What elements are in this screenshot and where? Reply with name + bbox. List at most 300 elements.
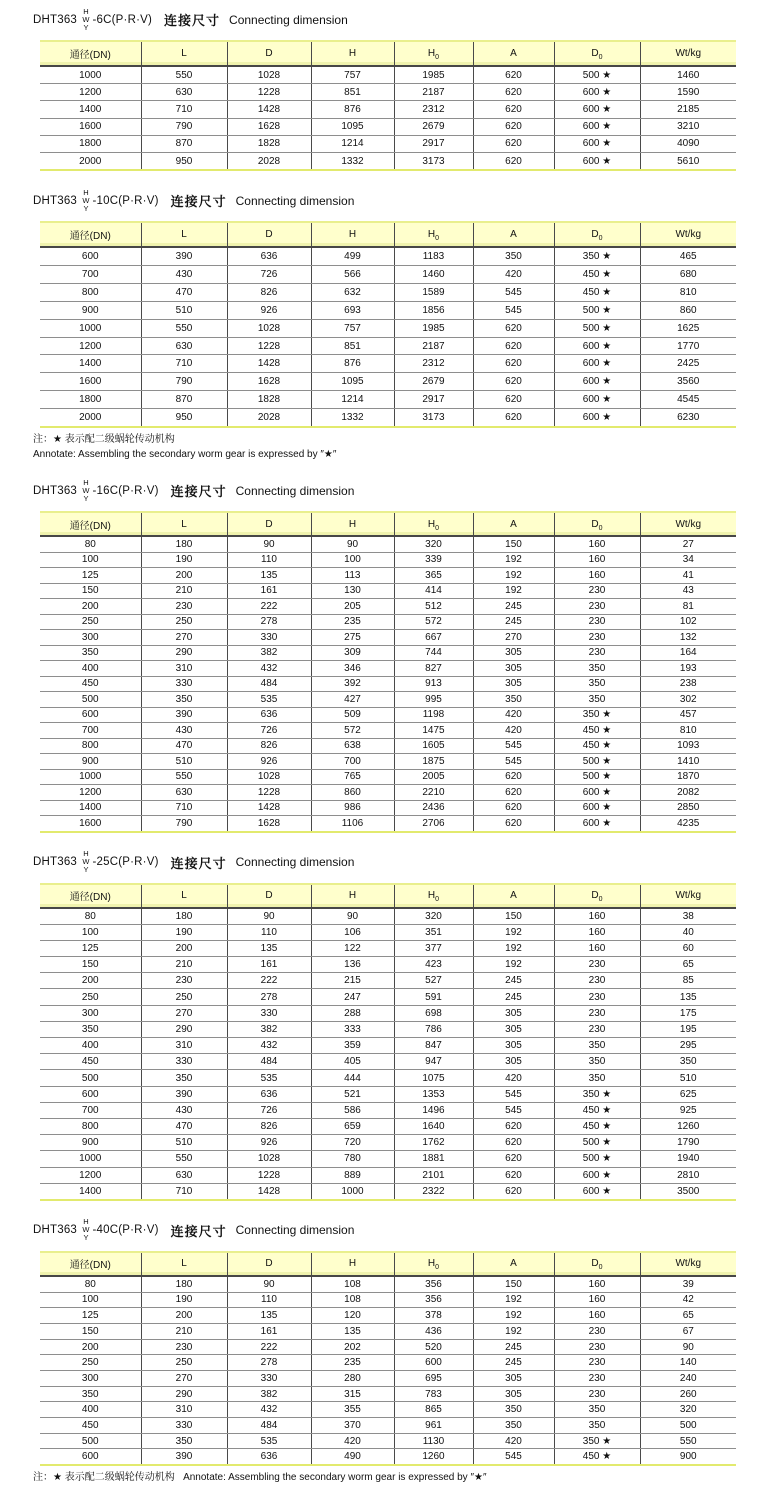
table-cell: 193 [640, 661, 736, 677]
table-cell: 67 [640, 1323, 736, 1339]
table-cell: 192 [473, 1323, 554, 1339]
table-cell: 200 [141, 940, 227, 956]
footnote-box [33, 433, 778, 461]
table-cell: 620 [473, 769, 554, 785]
table-cell: 150 [40, 1323, 141, 1339]
table-row [40, 283, 736, 301]
table-cell: 350 [141, 1433, 227, 1449]
table-cell: 450 [40, 1054, 141, 1070]
column-header: H [311, 884, 394, 908]
table-cell: 2000 [40, 409, 141, 427]
table-cell: 423 [394, 957, 473, 973]
table-cell: 430 [141, 1102, 227, 1118]
table-title [33, 1214, 778, 1247]
table-cell: 230 [554, 1323, 640, 1339]
table-title [33, 3, 778, 36]
table-cell: 330 [141, 1418, 227, 1434]
table-cell: 2101 [394, 1167, 473, 1183]
table-cell: 302 [640, 692, 736, 708]
table-cell: 1400 [40, 1183, 141, 1200]
table-row [40, 84, 736, 101]
table-cell: 900 [679, 1451, 697, 1463]
table-cell: 521 [311, 1086, 394, 1102]
table-cell: 180 [141, 1276, 227, 1292]
table-cell: 190 [141, 1292, 227, 1308]
title-stack-bottom: Y [83, 1233, 89, 1243]
title-stack-bottom: Y [83, 22, 89, 32]
table-cell: 310 [141, 661, 227, 677]
table-cell: 591 [394, 989, 473, 1005]
table-row [40, 301, 736, 319]
table-cell: 710 [141, 1183, 227, 1200]
column-header: D [227, 1252, 311, 1276]
table-cell: 350 [554, 661, 640, 677]
table-cell: 140 [640, 1355, 736, 1371]
table-cell: 1600 [40, 816, 141, 832]
table-cell: 800 [40, 283, 141, 301]
table-cell: 230 [554, 989, 640, 1005]
table-cell: 620 [473, 785, 554, 801]
table-row [40, 1386, 736, 1402]
table-cell: 359 [311, 1038, 394, 1054]
table-cell: 1332 [311, 152, 394, 170]
table-cell: 620 [473, 1167, 554, 1183]
table-cell: 500 ★ [554, 769, 640, 785]
title-cn: 连接尺寸 [170, 194, 227, 210]
table-cell: 90 [227, 1276, 311, 1292]
title-variant-stack [82, 479, 89, 503]
table-cell: 210 [141, 583, 227, 599]
table-cell: 230 [554, 1005, 640, 1021]
table-cell: 382 [227, 1021, 311, 1037]
dimension-table [40, 221, 736, 428]
title-pressure-class: -6C(P·R·V) [92, 13, 153, 26]
table-row [40, 1070, 736, 1086]
column-header: D [227, 222, 311, 247]
table-cell: 1000 [40, 1151, 141, 1167]
table-cell: 106 [311, 924, 394, 940]
title-en: Connecting dimension [235, 483, 355, 498]
table-cell: 1985 [394, 66, 473, 84]
table-row [40, 957, 736, 973]
table-row [40, 599, 736, 615]
table-cell: 39 [640, 1276, 736, 1292]
title-stack-top: H [83, 849, 89, 859]
table-cell: 130 [311, 583, 394, 599]
table-cell: 1828 [227, 391, 311, 409]
table-cell: 484 [227, 676, 311, 692]
table-cell: 420 [473, 1070, 554, 1086]
table-cell: 180 [141, 536, 227, 552]
table-row [40, 1449, 736, 1465]
table-cell: 356 [394, 1292, 473, 1308]
title-en: Connecting dimension [235, 193, 355, 208]
table-cell: 350 [554, 1054, 640, 1070]
table-cell: 278 [227, 989, 311, 1005]
table-cell: 535 [227, 692, 311, 708]
table-row [40, 1323, 736, 1339]
table-row [40, 1151, 736, 1167]
table-cell: 535 [227, 1433, 311, 1449]
table-cell: 470 [141, 738, 227, 754]
table-cell: 550 [141, 319, 227, 337]
table-cell: 947 [394, 1054, 473, 1070]
column-header: Wt/kg [640, 1252, 736, 1276]
table-cell: 450 ★ [554, 266, 640, 284]
table-cell: 500 ★ [554, 301, 640, 319]
table-cell: 250 [141, 614, 227, 630]
table-cell: 527 [394, 973, 473, 989]
table-cell: 500 [640, 1418, 736, 1434]
table-cell: 865 [394, 1402, 473, 1418]
column-header: L [141, 41, 227, 66]
column-header: $H_0$ [394, 512, 473, 536]
table-cell: 400 [40, 661, 141, 677]
header-row [40, 41, 736, 66]
table-cell: 757 [311, 66, 394, 84]
table-cell: 630 [141, 337, 227, 355]
table-row [40, 1183, 736, 1200]
header-row [40, 1252, 736, 1276]
table-cell: 230 [554, 1339, 640, 1355]
table-cell: 1460 [640, 66, 736, 84]
table-cell: 80 [40, 908, 141, 925]
table-cell: 1800 [40, 391, 141, 409]
table-cell: 3500 [677, 1185, 700, 1197]
table-cell: 250 [40, 989, 141, 1005]
table-cell: 430 [141, 266, 227, 284]
table-row [40, 940, 736, 956]
table-cell: 270 [141, 630, 227, 646]
table-cell: 800 [40, 1118, 141, 1134]
table-cell: 1093 [640, 738, 736, 754]
table-cell: 100 [40, 1292, 141, 1308]
title-stack-mid: W [82, 195, 90, 205]
table-row [40, 536, 736, 552]
table-cell: 108 [311, 1292, 394, 1308]
table-cell: 620 [473, 391, 554, 409]
title-cn: 连接尺寸 [170, 484, 227, 500]
table-cell: 600 ★ [554, 337, 640, 355]
table-cell: 2028 [227, 409, 311, 427]
table-cell: 160 [554, 1292, 640, 1308]
table-cell: 305 [473, 1038, 554, 1054]
table-cell: 390 [141, 1086, 227, 1102]
table-row [40, 645, 736, 661]
table-cell: 1828 [227, 135, 311, 152]
table-cell: 420 [311, 1433, 394, 1449]
table-cell: 270 [473, 630, 554, 646]
table-cell: 870 [141, 135, 227, 152]
table-cell: 860 [311, 785, 394, 801]
table-cell: 34 [640, 552, 736, 568]
table-cell: 60 [640, 940, 736, 956]
table-cell: 4090 [640, 135, 736, 152]
table-cell: 222 [227, 1339, 311, 1355]
table-cell: 200 [40, 973, 141, 989]
table-cell: 135 [640, 989, 736, 1005]
table-cell: 125 [40, 1308, 141, 1324]
table-cell: 509 [311, 707, 394, 723]
table-cell: 620 [473, 1118, 554, 1134]
table-cell: 305 [473, 645, 554, 661]
table-cell: 238 [640, 676, 736, 692]
table-cell: 160 [554, 924, 640, 940]
table-cell: 1000 [40, 319, 141, 337]
table-section [0, 474, 778, 833]
table-cell: 192 [473, 583, 554, 599]
table-cell: 230 [554, 1371, 640, 1387]
table-cell: 600 ★ [554, 1183, 640, 1200]
table-cell: 135 [311, 1323, 394, 1339]
table-row [40, 754, 736, 770]
table-cell: 160 [554, 536, 640, 552]
table-row [40, 337, 736, 355]
table-row [40, 1292, 736, 1308]
table-row [40, 973, 736, 989]
table-cell: 950 [141, 409, 227, 427]
table-cell: 2210 [394, 785, 473, 801]
table-cell: 1198 [394, 707, 473, 723]
title-stack-mid: W [82, 485, 90, 495]
table-cell: 370 [311, 1418, 394, 1434]
title-stack-mid: W [82, 1225, 90, 1235]
table-cell: 290 [141, 645, 227, 661]
table-cell: 305 [473, 1371, 554, 1387]
dimension-table [40, 883, 736, 1201]
table-cell: 625 [640, 1086, 736, 1102]
table-cell: 150 [473, 908, 554, 925]
table-cell: 926 [227, 1135, 311, 1151]
table-cell: 330 [227, 1371, 311, 1387]
table-cell: 2706 [394, 816, 473, 832]
table-cell: 1628 [227, 816, 311, 832]
table-cell: 2436 [394, 800, 473, 816]
table-cell: 230 [141, 1339, 227, 1355]
table-cell: 926 [227, 754, 311, 770]
table-cell: 2679 [394, 118, 473, 135]
table-cell: 108 [311, 1276, 394, 1292]
table-row [40, 409, 736, 427]
table-cell: 1762 [394, 1135, 473, 1151]
table-cell: 305 [473, 1386, 554, 1402]
table-cell: 550 [141, 66, 227, 84]
table-section [0, 1214, 778, 1484]
table-row [40, 723, 736, 739]
table-row [40, 1005, 736, 1021]
table-cell: 1095 [311, 373, 394, 391]
table-cell: 432 [227, 661, 311, 677]
title-stack-bottom: Y [83, 203, 89, 213]
title-cn: 连接尺寸 [164, 13, 221, 28]
title-stack-mid: W [82, 857, 90, 867]
table-cell: 2005 [394, 769, 473, 785]
table-row [40, 266, 736, 284]
table-row [40, 924, 736, 940]
table-row [40, 1418, 736, 1434]
table-cell: 1028 [227, 319, 311, 337]
table-cell: 450 ★ [554, 723, 640, 739]
table-cell: 693 [311, 301, 394, 319]
table-cell: 1000 [311, 1183, 394, 1200]
table-cell: 132 [640, 630, 736, 646]
table-cell: 926 [227, 301, 311, 319]
header-row [40, 222, 736, 247]
table-cell: 278 [227, 1355, 311, 1371]
table-cell: 2082 [640, 785, 736, 801]
table-cell: 1870 [640, 769, 736, 785]
table-cell: 786 [394, 1021, 473, 1037]
table-cell: 350 [141, 1070, 227, 1086]
column-header: $H_0$ [394, 884, 473, 908]
table-cell: 230 [554, 1386, 640, 1402]
dimension-table [40, 1251, 736, 1466]
table-cell: 81 [640, 599, 736, 615]
table-cell: 300 [40, 1005, 141, 1021]
table-cell: 710 [141, 800, 227, 816]
column-header: $D_0$ [554, 1252, 640, 1276]
table-cell: 470 [141, 1118, 227, 1134]
table-cell: 192 [473, 1308, 554, 1324]
title-variant-stack [82, 189, 89, 213]
table-cell: 90 [311, 536, 394, 552]
table-cell: 135 [227, 1308, 311, 1324]
table-row [40, 1118, 736, 1134]
table-cell: 350 [554, 692, 640, 708]
table-cell: 2187 [394, 84, 473, 101]
table-cell: 315 [311, 1386, 394, 1402]
table-cell: 6230 [677, 412, 700, 424]
table-cell: 783 [394, 1386, 473, 1402]
table-cell: 245 [473, 1355, 554, 1371]
table-cell: 160 [554, 1308, 640, 1324]
table-cell: 1628 [227, 373, 311, 391]
table-cell: 620 [473, 152, 554, 170]
table-cell: 290 [141, 1386, 227, 1402]
table-row [40, 391, 736, 409]
table-cell: 620 [473, 101, 554, 118]
table-cell: 810 [640, 723, 736, 739]
table-cell: 420 [473, 723, 554, 739]
table-cell: 420 [473, 266, 554, 284]
table-cell: 700 [40, 266, 141, 284]
table-cell: 1496 [394, 1102, 473, 1118]
table-cell: 827 [394, 661, 473, 677]
table-row [40, 152, 736, 170]
table-cell: 164 [640, 645, 736, 661]
table-cell: 1428 [227, 1183, 311, 1200]
table-cell: 900 [40, 301, 141, 319]
table-cell: 38 [640, 908, 736, 925]
table-cell: 350 [473, 1402, 554, 1418]
table-row [40, 1433, 736, 1449]
column-header: D [227, 41, 311, 66]
table-cell: 1000 [40, 769, 141, 785]
table-cell: 620 [473, 1135, 554, 1151]
table-cell: 270 [141, 1371, 227, 1387]
table-cell: 600 ★ [554, 800, 640, 816]
table-cell: 600 ★ [554, 118, 640, 135]
table-cell: 1228 [227, 337, 311, 355]
table-cell: 350 ★ [554, 1086, 640, 1102]
table-cell: 726 [227, 1102, 311, 1118]
table-cell: 230 [554, 599, 640, 615]
table-cell: 245 [473, 599, 554, 615]
table-cell: 698 [394, 1005, 473, 1021]
table-cell: 790 [141, 816, 227, 832]
title-pressure-class: -25C(P·R·V) [92, 856, 159, 869]
table-cell: 630 [141, 84, 227, 101]
table-cell: 160 [554, 552, 640, 568]
footnote-box [33, 1471, 778, 1484]
title-stack-top: H [83, 1217, 89, 1227]
title-stack-top: H [83, 6, 89, 16]
table-cell: 986 [311, 800, 394, 816]
table-cell: 659 [311, 1118, 394, 1134]
table-cell: 110 [227, 924, 311, 940]
table-cell: 600 ★ [554, 1167, 640, 1183]
table-cell: 620 [473, 800, 554, 816]
table-cell: 250 [40, 614, 141, 630]
table-cell: 250 [141, 1355, 227, 1371]
header-row [40, 512, 736, 536]
column-header: L [141, 512, 227, 536]
table-cell: 700 [40, 1102, 141, 1118]
table-cell: 572 [311, 723, 394, 739]
table-cell: 351 [394, 924, 473, 940]
table-cell: 450 ★ [554, 738, 640, 754]
table-cell: 667 [394, 630, 473, 646]
table-cell: 150 [473, 1276, 554, 1292]
table-cell: 726 [227, 723, 311, 739]
table-cell: 175 [640, 1005, 736, 1021]
table-row [40, 1167, 736, 1183]
table-cell: 4545 [640, 391, 736, 409]
table-cell: 545 [473, 1086, 554, 1102]
table-cell: 636 [227, 707, 311, 723]
table-cell: 350 [554, 1070, 640, 1086]
table-row [40, 707, 736, 723]
table-cell: 110 [227, 552, 311, 568]
table-cell: 420 [473, 1433, 554, 1449]
footnote-line: 注：★ 表示配二级蜗轮传动机构 [33, 434, 175, 446]
table-cell: 300 [40, 1371, 141, 1387]
table-cell: 500 [40, 1433, 141, 1449]
table-cell: 202 [311, 1339, 394, 1355]
table-cell: 330 [227, 1005, 311, 1021]
table-row [40, 1308, 736, 1324]
table-cell: 160 [554, 568, 640, 584]
column-header: $D_0$ [554, 512, 640, 536]
table-row [40, 568, 736, 584]
table-cell: 85 [640, 973, 736, 989]
column-header: Wt/kg [640, 512, 736, 536]
table-cell: 339 [394, 552, 473, 568]
table-cell: 356 [394, 1276, 473, 1292]
column-header: A [473, 222, 554, 247]
table-cell: 450 [40, 676, 141, 692]
header-row [40, 884, 736, 908]
table-row [40, 1135, 736, 1151]
table-cell: 876 [311, 355, 394, 373]
table-cell: 520 [394, 1339, 473, 1355]
title-model: DHT363 [33, 194, 81, 207]
table-cell: 1200 [40, 785, 141, 801]
table-row [40, 800, 736, 816]
table-cell: 630 [141, 785, 227, 801]
table-cell: 230 [141, 599, 227, 615]
table-cell: 305 [473, 1005, 554, 1021]
